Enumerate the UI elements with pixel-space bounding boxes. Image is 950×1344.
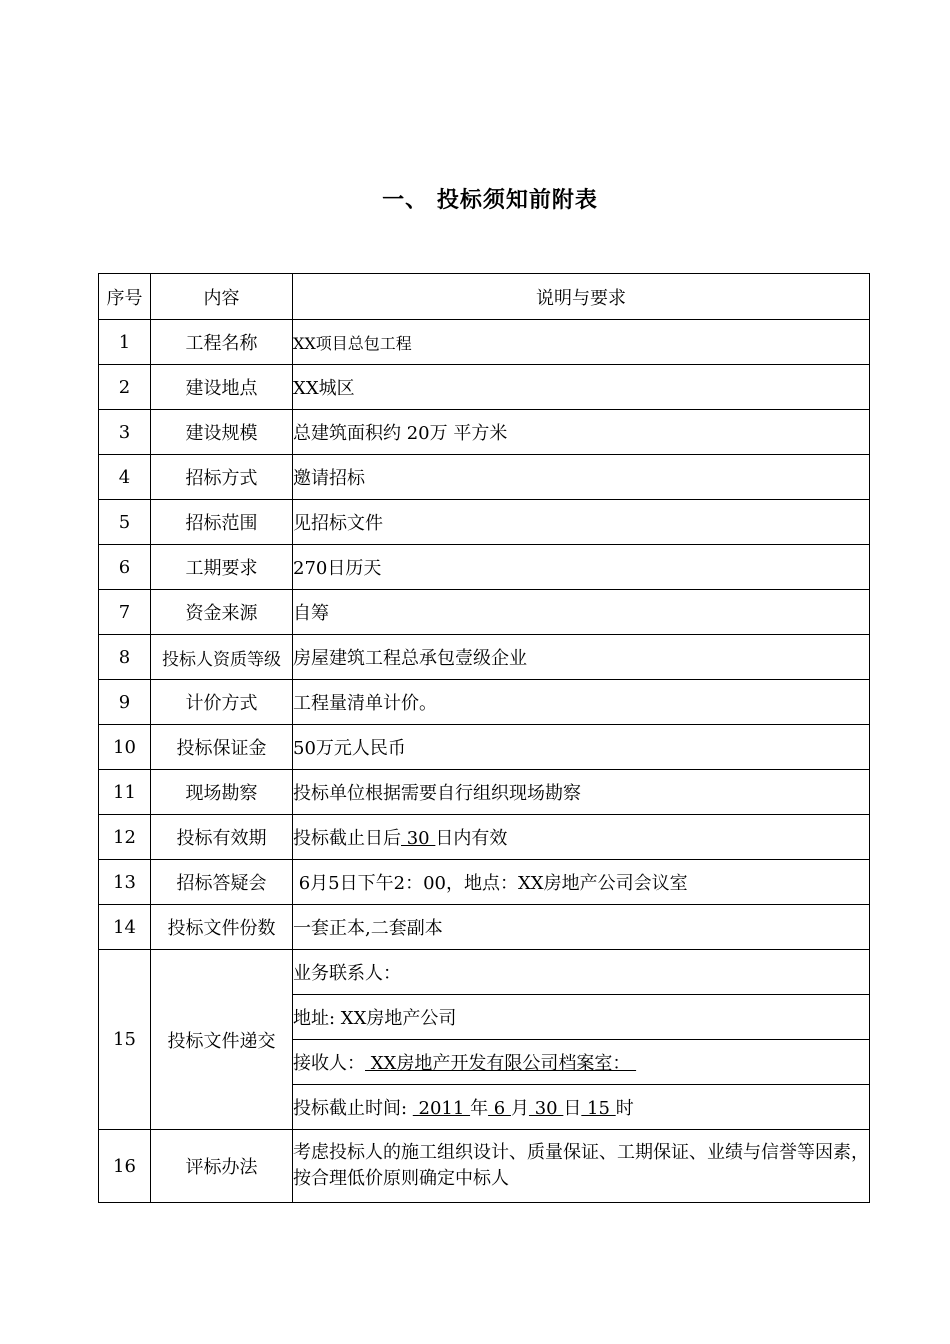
row-desc: 邀请招标 (293, 455, 870, 500)
row-desc: 房屋建筑工程总承包壹级企业 (293, 635, 870, 680)
table-row (99, 365, 870, 410)
deadline-year: 2011 (412, 1098, 471, 1119)
deadline-hour: 15 (581, 1098, 616, 1119)
row-desc: 工程量清单计价。 (293, 680, 870, 725)
year-unit: 年 (470, 1098, 489, 1119)
header-num: 序号 (99, 274, 151, 320)
row-item: 招标范围 (151, 500, 293, 545)
row-num: 7 (99, 590, 151, 635)
row-num: 15 (99, 950, 151, 1130)
receiver-value: XX房地产开发有限公司档案室： (365, 1053, 637, 1074)
table-row (99, 725, 870, 770)
row-item: 计价方式 (151, 680, 293, 725)
submission-contact: 业务联系人： (293, 950, 870, 995)
row-item: 招标方式 (151, 455, 293, 500)
row-num: 8 (99, 635, 151, 680)
receiver-label: 接收人： (293, 1053, 365, 1074)
table-row (99, 320, 870, 365)
row-desc: XX项目总包工程 (293, 320, 870, 365)
evaluation-method: 考虑投标人的施工组织设计、质量保证、工期保证、业绩与信誉等因素，按合理低价原则确定中标人 (293, 1130, 870, 1203)
table-row (99, 950, 870, 995)
row-num: 10 (99, 725, 151, 770)
row-num: 5 (99, 500, 151, 545)
table-row (99, 545, 870, 590)
row-item: 招标答疑会 (151, 860, 293, 905)
row-desc: 见招标文件 (293, 500, 870, 545)
validity-suffix: 日内有效 (435, 828, 508, 849)
table-row (99, 815, 870, 860)
row-item: 资金来源 (151, 590, 293, 635)
table-row (99, 455, 870, 500)
bidding-requirements-table (98, 273, 870, 1203)
submission-deadline (293, 1085, 870, 1130)
table-row (99, 905, 870, 950)
submission-address: 地址: XX房地产公司 (293, 995, 870, 1040)
header-item: 内容 (151, 274, 293, 320)
row-desc: 总建筑面积约 20万 平方米 (293, 410, 870, 455)
row-desc: 投标单位根据需要自行组织现场勘察 (293, 770, 870, 815)
row-desc: 270日历天 (293, 545, 870, 590)
row-num: 1 (99, 320, 151, 365)
row-item: 投标有效期 (151, 815, 293, 860)
row-num: 4 (99, 455, 151, 500)
row-desc: XX城区 (293, 365, 870, 410)
row-desc (293, 815, 870, 860)
row-item: 投标文件递交 (151, 950, 293, 1130)
row-item: 工程名称 (151, 320, 293, 365)
table-row (99, 410, 870, 455)
table-header-row (99, 274, 870, 320)
month-unit: 月 (510, 1098, 529, 1119)
table-row (99, 635, 870, 680)
hour-unit: 时 (615, 1098, 634, 1119)
row-num: 9 (99, 680, 151, 725)
row-item: 投标文件份数 (151, 905, 293, 950)
table-row (99, 500, 870, 545)
row-item: 建设地点 (151, 365, 293, 410)
row-desc: 6月5日下午2：00，地点：XX房地产公司会议室 (293, 860, 870, 905)
row-num: 16 (99, 1130, 151, 1203)
row-num: 11 (99, 770, 151, 815)
row-desc: 自筹 (293, 590, 870, 635)
row-item: 评标办法 (151, 1130, 293, 1203)
table-row (99, 860, 870, 905)
validity-prefix: 投标截止日后 (293, 828, 401, 849)
row-desc: 一套正本,二套副本 (293, 905, 870, 950)
table-row (99, 1130, 870, 1203)
table-row (99, 590, 870, 635)
row-item: 工期要求 (151, 545, 293, 590)
row-item: 投标人资质等级 (151, 635, 293, 680)
submission-receiver (293, 1040, 870, 1085)
deadline-month: 6 (488, 1098, 511, 1119)
table-row (99, 680, 870, 725)
row-num: 2 (99, 365, 151, 410)
row-desc: 50万元人民币 (293, 725, 870, 770)
row-item: 投标保证金 (151, 725, 293, 770)
page-title: 一、 投标须知前附表 (382, 188, 598, 213)
row-num: 6 (99, 545, 151, 590)
row-num: 12 (99, 815, 151, 860)
row-num: 13 (99, 860, 151, 905)
deadline-day: 30 (528, 1098, 564, 1119)
validity-days: 30 (401, 828, 436, 849)
row-num: 3 (99, 410, 151, 455)
table-row (99, 770, 870, 815)
deadline-label: 投标截止时间: (293, 1098, 413, 1119)
row-item: 建设规模 (151, 410, 293, 455)
row-num: 14 (99, 905, 151, 950)
day-unit: 日 (563, 1098, 582, 1119)
row-item: 现场勘察 (151, 770, 293, 815)
header-desc: 说明与要求 (293, 274, 870, 320)
